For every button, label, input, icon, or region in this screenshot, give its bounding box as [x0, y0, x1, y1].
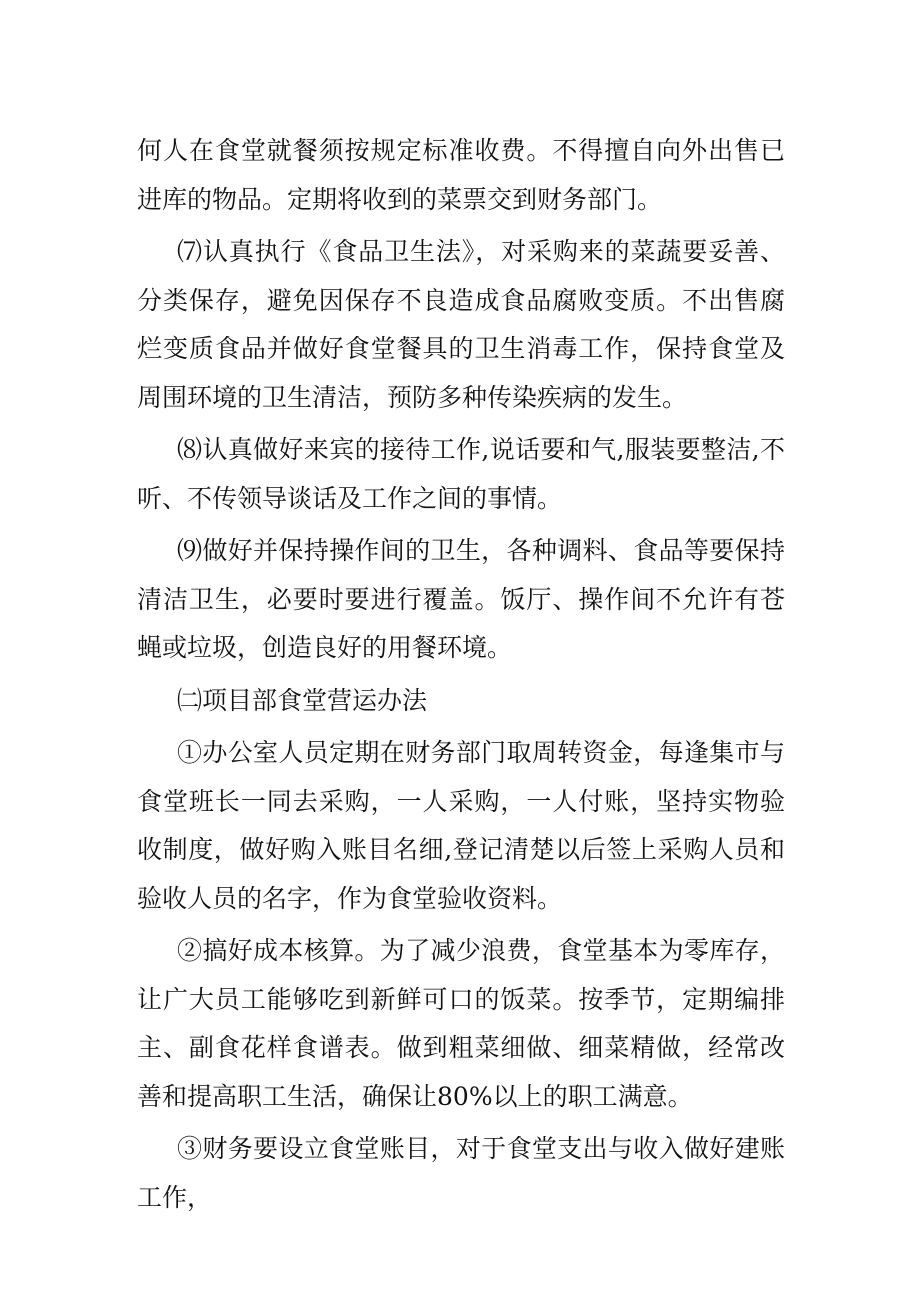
- paragraph-item-7: ⑺认真执行《食品卫生法》，对采购来的菜蔬要妥善、分类保存，避免因保存不良造成食品腐败变质。不出售腐烂变质食品并做好食堂餐具的卫生消毒工作，保持食堂及周围环境的卫生清洁，预防多种传染疾病的发生。: [137, 237, 785, 412]
- section-heading: ㈡项目部食堂营运办法: [177, 685, 428, 715]
- paragraph-continued: 何人在食堂就餐须按规定标准收费。不得擅自向外出售已进库的物品。定期将收到的菜票交到财务部门。: [137, 136, 785, 214]
- paragraph-item-3: ③财务要设立食堂账目，对于食堂支出与收入做好建账工作，: [137, 1134, 785, 1212]
- paragraph-item-1: ①办公室人员定期在财务部门取周转资金，每逢集市与食堂班长一同去采购，一人采购，一人付账，坚持实物验收制度，做好购入账目名细,登记清楚以后签上采购人员和验收人员的名字，作为食堂验收资料。: [137, 738, 785, 913]
- document-body: [137, 127, 785, 1226]
- paragraph-item-9: ⑼做好并保持操作间的卫生，各种调料、食品等要保持清洁卫生，必要时要进行覆盖。饭厅、操作间不允许有苍蝇或垃圾，创造良好的用餐环境。: [137, 536, 785, 662]
- paragraph-item-8: ⑻认真做好来宾的接待工作,说话要和气,服装要整洁,不听、不传领导谈话及工作之间的事情。: [137, 435, 785, 513]
- paragraph-item-2: ②搞好成本核算。为了减少浪费，食堂基本为零库存，让广大员工能够吃到新鲜可口的饭菜。按季节，定期编排主、副食花样食谱表。做到粗菜细做、细菜精做，经常改善和提高职工生活，确保让80%以上的职工满意。: [137, 936, 785, 1111]
